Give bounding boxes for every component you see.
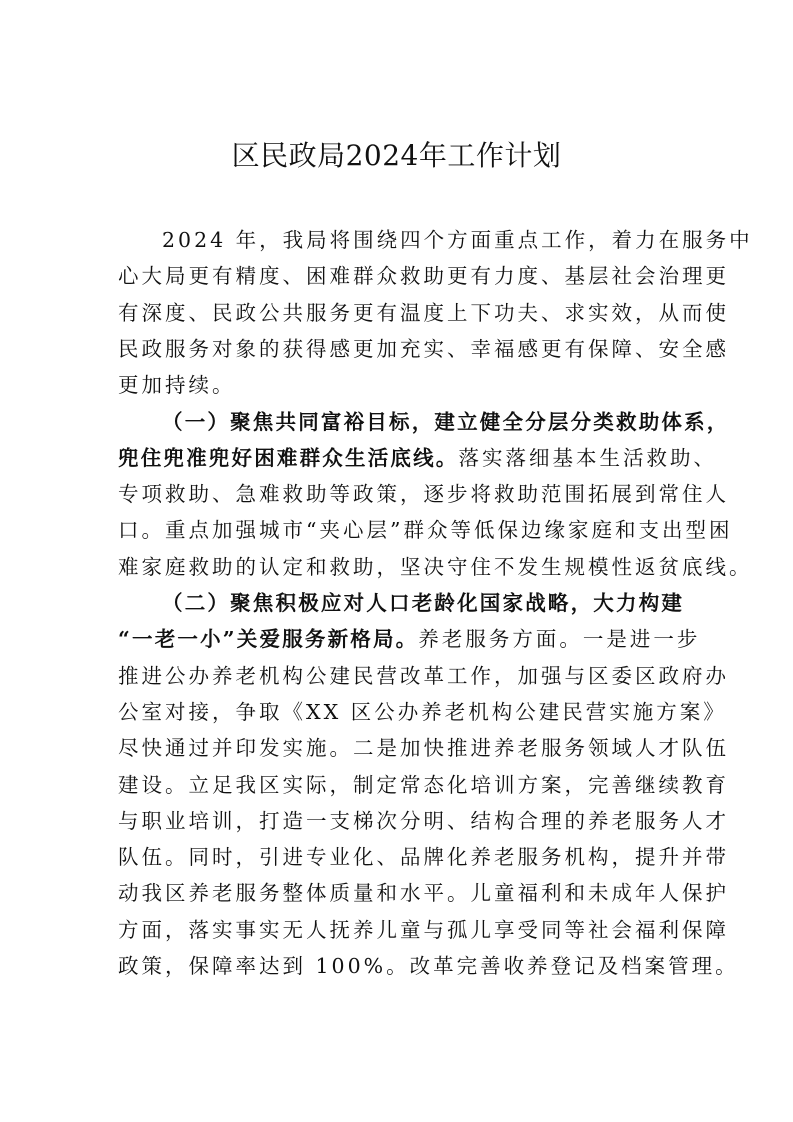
text-line xyxy=(118,367,236,403)
text-run: 建设。立足我区实际，制定常态化培训方案，完善继续教育 xyxy=(118,772,729,797)
text-line xyxy=(162,404,730,440)
text-line xyxy=(118,912,729,948)
text-run: 养老服务方面。一是进一步 xyxy=(418,627,701,652)
text-line xyxy=(118,512,732,548)
text-run: 公室对接，争取《XX 区公办养老机构公建民营实施方案》 xyxy=(118,699,727,724)
text-run: 专项救助、急难救助等政策，逐步将救助范围拓展到常住人 xyxy=(118,482,729,507)
text-run: 队伍。同时，引进专业化、品牌化养老服务机构，提升并带 xyxy=(118,845,729,870)
text-run: 民政服务对象的获得感更加充实、幸福感更有保障、安全感 xyxy=(118,336,729,361)
text-line xyxy=(118,549,753,585)
text-line xyxy=(118,658,729,694)
text-line xyxy=(118,476,729,512)
text-line xyxy=(118,694,727,730)
text-line xyxy=(118,295,729,331)
text-run: 尽快通过并印发实施。二是加快推进养老服务领域人才队伍 xyxy=(118,736,729,761)
bold-text-run: “一老一小”关爱服务新格局。 xyxy=(118,627,419,652)
text-line xyxy=(118,767,729,803)
bold-text-run: 兜住兜准兜好困难群众生活底线。 xyxy=(118,445,459,470)
text-line xyxy=(118,730,729,766)
text-run: 心大局更有精度、困难群众救助更有力度、基层社会治理更 xyxy=(118,264,729,289)
text-line xyxy=(162,585,684,621)
text-run: 政策，保障率达到 100%。改革完善收养登记及档案管理。 xyxy=(118,954,739,978)
text-run: 难家庭救助的认定和救助，坚决守住不发生规模性返贫底线。 xyxy=(118,554,753,579)
text-line xyxy=(162,222,753,258)
text-run: 更加持续。 xyxy=(118,373,236,398)
bold-text-run: （一）聚焦共同富裕目标，建立健全分层分类救助体系， xyxy=(162,409,730,434)
bold-text-run: （二）聚焦积极应对人口老龄化国家战略，大力构建 xyxy=(162,591,685,615)
text-line xyxy=(118,839,729,875)
text-line xyxy=(118,331,729,367)
document-title: 区民政局2024年工作计划 xyxy=(231,139,562,172)
text-run: 口。重点加强城市“夹心层”群众等低保边缘家庭和支出型困 xyxy=(118,518,733,543)
text-line xyxy=(118,875,729,911)
text-line xyxy=(118,440,717,476)
text-run: 落实落细基本生活救助、 xyxy=(458,445,717,470)
text-run: 方面，落实事实无人抚养儿童与孤儿享受同等社会福利保障 xyxy=(118,917,729,942)
text-run: 2024 年，我局将围绕四个方面重点工作，着力在服务中 xyxy=(162,228,753,252)
text-run: 推进公办养老机构公建民营改革工作，加强与区委区政府办 xyxy=(118,663,729,688)
text-line xyxy=(118,258,729,294)
text-line xyxy=(118,803,729,839)
text-line xyxy=(118,621,700,657)
text-run: 与职业培训，打造一支梯次分明、结构合理的养老服务人才 xyxy=(118,808,729,833)
text-run: 有深度、民政公共服务更有温度上下功夫、求实效，从而使 xyxy=(118,300,729,325)
text-line xyxy=(118,948,739,984)
text-run: 动我区养老服务整体质量和水平。儿童福利和未成年人保护 xyxy=(118,881,729,906)
